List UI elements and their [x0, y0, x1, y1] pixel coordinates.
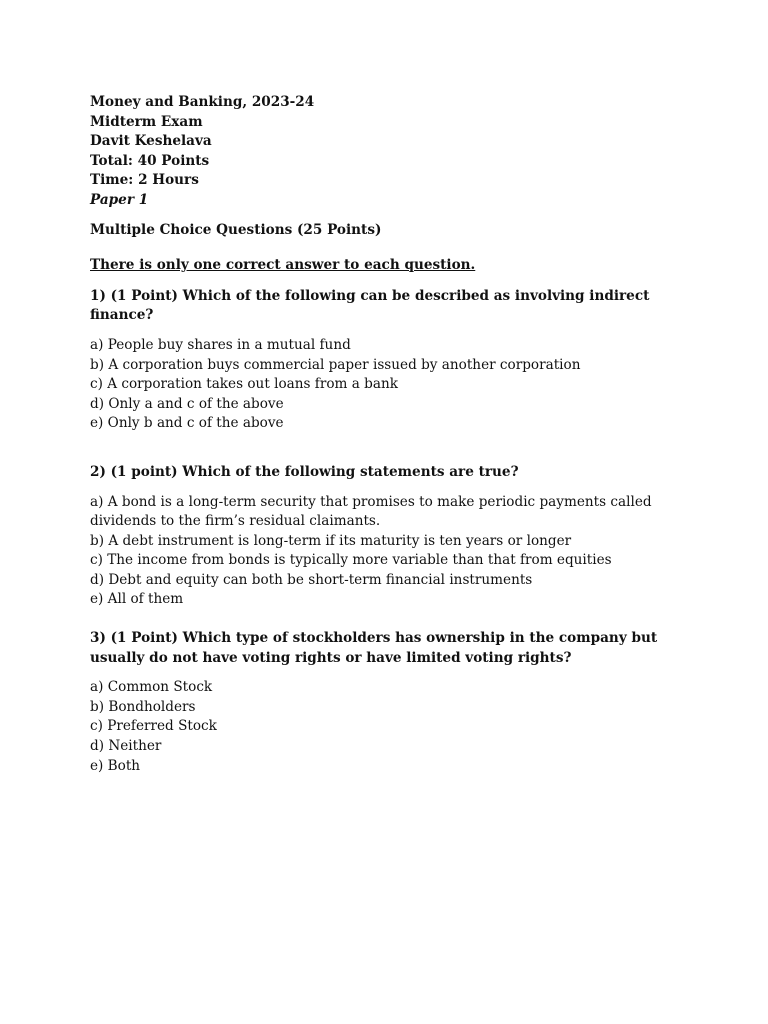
question-text: 1) (1 Point) Which of the following can be described as involving indirect finance?	[90, 287, 650, 324]
option-e: e) Both	[90, 757, 141, 774]
question-1	[90, 287, 690, 434]
option-a: a) People buy shares in a mutual fund	[90, 336, 351, 353]
option-c: c) The income from bonds is typically more variable than that from equities	[90, 552, 612, 569]
instruction-text: There is only one correct answer to each question.	[90, 257, 476, 274]
paper-label: Paper 1	[90, 191, 149, 208]
option-d: d) Debt and equity can both be short-term financial instruments	[90, 571, 533, 588]
question-2	[90, 463, 690, 610]
option-d: d) Only a and c of the above	[90, 395, 284, 412]
option-b: b) Bondholders	[90, 698, 196, 715]
option-b: b) A corporation buys commercial paper issued by another corporation	[90, 356, 581, 373]
exam-time: Time: 2 Hours	[90, 172, 199, 189]
option-c: c) Preferred Stock	[90, 718, 217, 735]
total-points: Total: 40 Points	[90, 152, 210, 169]
option-e: e) All of them	[90, 591, 184, 608]
option-a: a) Common Stock	[90, 679, 213, 696]
section-title: Multiple Choice Questions (25 Points)	[90, 221, 382, 238]
option-b: b) A debt instrument is long-term if its maturity is ten years or longer	[90, 532, 572, 549]
option-a: a) A bond is a long-term security that promises to make periodic payments called dividends to the firm’s residual claimants.	[90, 493, 652, 530]
options-list	[90, 493, 690, 611]
question-3	[90, 629, 690, 776]
options-list	[90, 678, 690, 776]
options-list	[90, 336, 690, 434]
option-d: d) Neither	[90, 738, 162, 755]
instructor-name: Davit Keshelava	[90, 133, 212, 150]
course-title: Money and Banking, 2023-24	[90, 94, 315, 110]
question-text: 2) (1 point) Which of the following statements are true?	[90, 463, 519, 480]
question-text: 3) (1 Point) Which type of stockholders has ownership in the company but usually do not have voting rights or have limited voting rights?	[90, 630, 658, 666]
exam-header	[90, 93, 690, 211]
option-e: e) Only b and c of the above	[90, 415, 284, 432]
option-c: c) A corporation takes out loans from a bank	[90, 376, 398, 393]
exam-title: Midterm Exam	[90, 113, 203, 130]
exam-page	[90, 93, 690, 776]
